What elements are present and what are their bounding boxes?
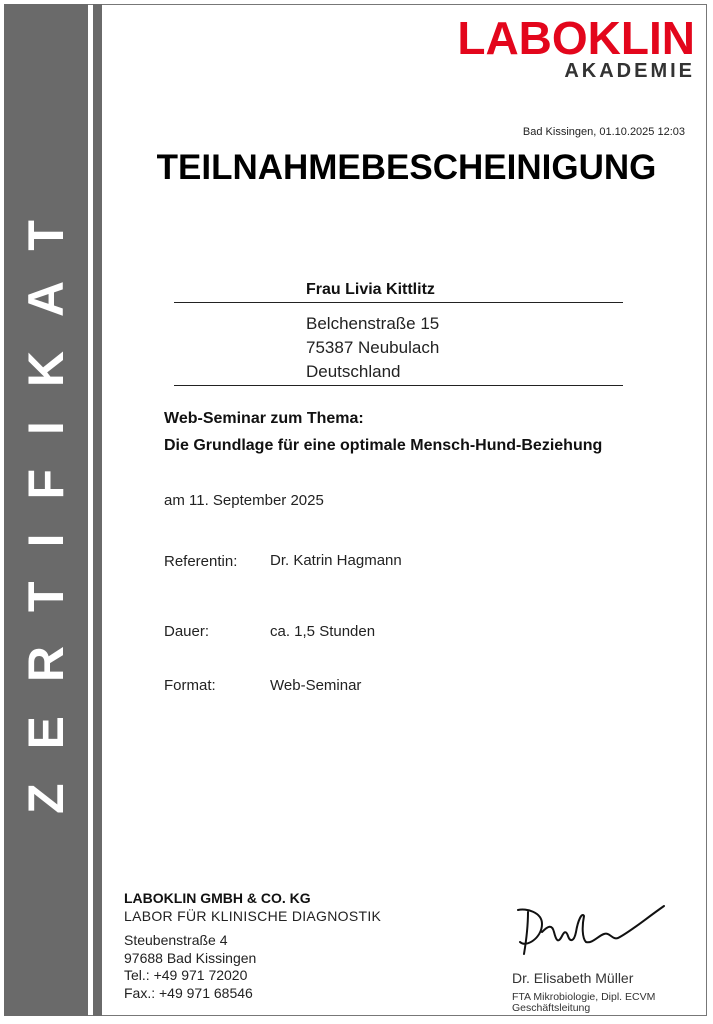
- company-city: 97688 Bad Kissingen: [124, 950, 257, 966]
- duration-label: Dauer:: [164, 623, 210, 640]
- logo-main-text: LABOKLIN: [457, 12, 695, 64]
- recipient-country: Deutschland: [306, 362, 401, 381]
- format-label: Format:: [164, 677, 216, 694]
- address-rule: [174, 385, 623, 386]
- company-street: Steubenstraße 4: [124, 932, 228, 948]
- seminar-date: am 11. September 2025: [164, 492, 324, 509]
- name-rule: [174, 302, 623, 303]
- speaker-value: Dr. Katrin Hagmann: [270, 552, 402, 569]
- company-subtitle: LABOR FÜR KLINISCHE DIAGNOSTIK: [124, 908, 382, 924]
- certificate-title: TEILNAHMEBESCHEINIGUNG: [156, 148, 657, 187]
- place-date: Bad Kissingen, 01.10.2025 12:03: [522, 126, 685, 138]
- signer-title-2: Geschäftsleitung: [512, 1002, 591, 1014]
- speaker-label: Referentin:: [164, 553, 238, 570]
- company-tel: Tel.: +49 971 72020: [124, 967, 248, 983]
- sidebar-word: ZERTIFIKAT: [18, 186, 74, 814]
- company-name: LABOKLIN GMBH & CO. KG: [124, 890, 311, 906]
- company-fax: Fax.: +49 971 68546: [124, 985, 253, 1001]
- handwritten-signature: [512, 902, 672, 962]
- seminar-topic: Die Grundlage für eine optimale Mensch-Hund-Beziehung: [164, 437, 603, 454]
- seminar-line-1: Web-Seminar zum Thema:: [164, 410, 364, 427]
- signer-name: Dr. Elisabeth Müller: [512, 970, 634, 986]
- recipient-city: 75387 Neubulach: [306, 338, 440, 357]
- laboklin-logo: [457, 14, 695, 82]
- signer-title-1: FTA Mikrobiologie, Dipl. ECVM: [512, 991, 656, 1003]
- recipient-name: Frau Livia Kittlitz: [306, 281, 435, 298]
- format-value: Web-Seminar: [270, 677, 362, 694]
- recipient-street: Belchenstraße 15: [306, 314, 440, 333]
- logo-sub-text: AKADEMIE: [564, 60, 695, 82]
- duration-value: ca. 1,5 Stunden: [270, 623, 376, 640]
